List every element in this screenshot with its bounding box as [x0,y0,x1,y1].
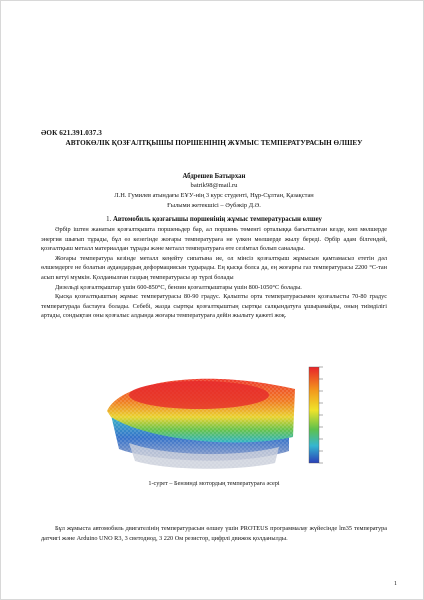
paragraph: Қысқа қозғалтқыштың жұмыс температурасы 80-90 градус. Қалыпты орта температурасымен қозғалысты 70-80 градус температурада бастауға болады. Себебі, жазда сыртқы қозғалтқыштың сыртқы салқындатуға ұшырамайды, оның тиімділігі артады, сондықтан оны қозғалыс алдында жоғары температураға дейін жылыту қажеті жоқ. [41,293,387,320]
supervisor-line: Ғылыми жетекшісі – Әубәкір Д.Ә. [167,202,261,209]
paragraph: Бұл жұмыста автомобиль двигателінің температурасын өлшеу үшін PROTEUS программалау жүйесінде lm35 температура датчигі және Arduino UNO R3, 3 светодиод, 3 220 Ом резистор, цифрлі движок қолданылды. [41,525,387,542]
section-title: Автомобиль қозғағышы поршенінің жұмыс температурасын өлшеу [112,216,322,223]
piston-temperature-figure [89,353,339,473]
body-text-2 [41,524,387,543]
article-title: АВТОКӨЛІК ҚОЗҒАЛТҚЫШЫ ПОРШЕНІНІҢ ЖҰМЫС ТЕМПЕРАТУРАСЫН ӨЛШЕУ [65,139,363,147]
udk-code: ӘОК 621.391.037.3 [41,129,102,137]
piston-heatmap-image [89,353,339,473]
section-heading [41,216,387,223]
paragraph: Жоғары температура кезінде металл кеңейту сипатына ие, ол мінсіз қозғалтқыш жұмысын қамтамасыз ететін дәл өлшемдерге не болатын аудандардың деформациясын тудырады. Ең қысқа болса да, ең жоғарғы газ температурасы 2200 °С-тан асып кетуі мүмкін. Қолданылған газдың температурасы әр түрлі болады [41,254,387,281]
section-number: 1. [106,216,112,223]
paragraph: Дизельді қозғалтқыштар үшін 600-850°С, бензин қозғалтқыштары үшін 800-1050°С болады. [55,283,302,291]
body-text [41,225,387,321]
figure-caption: 1-сурет – Бензинді мотордың температураға әсері [148,480,280,487]
author-name: Абдрешев Батырхан [182,173,246,180]
author-affiliation: Л.Н. Гумилев атындағы ЕҰУ-нің 3 курс студенті, Нұр-Сұлтан, Қазақстан [114,192,314,199]
paragraph: Әрбір іштен жанатын қозғалтқышта поршеньдер бар, ал поршень төменгі орталыққа бағытталған кезде, көп мөлшерде энергия шығып тұрады, бұл өз кезегінде жоғары температураға не үлкен мөлшерде жылу береді. Әрбір адам білгендей, қозғалтқыш металл материалдан тұрады және металл температураға өте сезімтал болып саналады. [41,226,387,253]
page-number: 1 [394,581,397,587]
author-email[interactable]: batrik98@mail.ru [190,182,238,189]
